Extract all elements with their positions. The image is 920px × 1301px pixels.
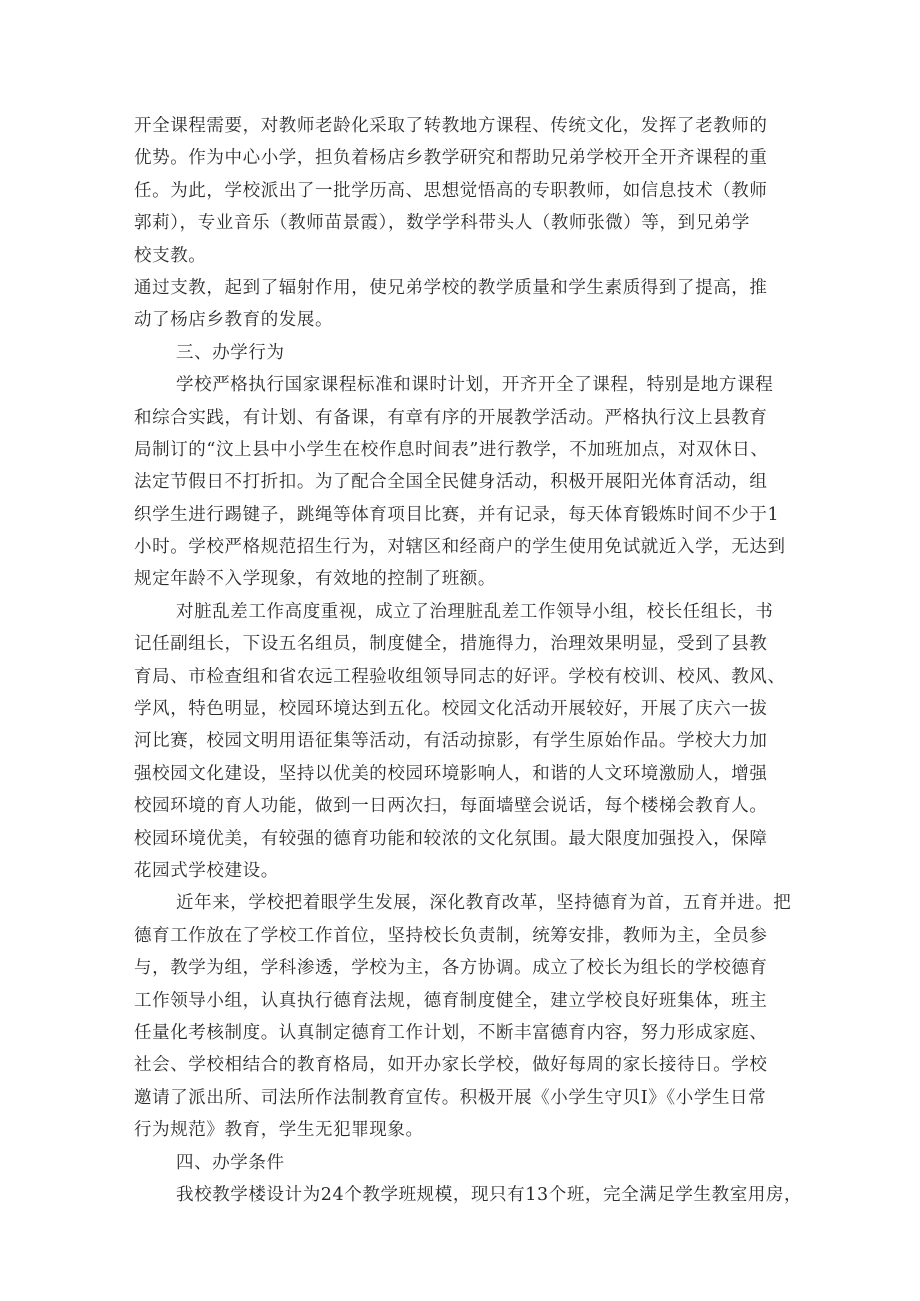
paragraph-line: 德育工作放在了学校工作首位，坚持校长负责制，统筹安排，教师为主，全员参 [134,925,768,946]
paragraph-line: 任。为此，学校派出了一批学历高、思想觉悟高的专职教师，如信息技术（教师 [134,180,768,201]
paragraph-line: 花园式学校建设。 [134,860,279,881]
paragraph-line: 小时。学校严格规范招生行为，对辖区和经商户的学生使用免试就近入学，无达到 [134,537,786,558]
paragraph-line: 和综合实践，有计划、有备课，有章有序的开展教学活动。严格执行汶上县教育 [134,407,768,428]
paragraph-line: 通过支教，起到了辐射作用，使兄弟学校的教学质量和学生素质得到了提高，推 [134,277,768,298]
paragraph-line: 记任副组长，下设五名组员，制度健全，措施得力，治理效果明显，受到了县教 [134,634,768,655]
document-body [0,110,920,1211]
paragraph-line: 规定年龄不入学现象，有效地的控制了班额。 [134,569,496,590]
paragraph-line: 社会、学校相结合的教育格局，如开办家长学校，做好每周的家长接待日。学校 [134,1055,768,1076]
paragraph-line: 校园环境优美，有较强的德育功能和较浓的文化氛围。最大限度加强投入，保障 [134,828,768,849]
paragraph-line: 育局、市检查组和省农远工程验收组领导同志的好评。学校有校训、校风、教风、 [134,666,786,687]
paragraph-line: 学风，特色明显，校园环境达到五化。校园文化活动开展较好，开展了庆六一拔 [134,699,768,720]
section-heading: 四、办学条件 [176,1152,285,1173]
paragraph-line: 动了杨店乡教育的发展。 [134,310,334,331]
paragraph-line: 优势。作为中心小学，担负着杨店乡教学研究和帮助兄弟学校开全开齐课程的重 [134,148,768,169]
section-heading: 三、办学行为 [176,342,285,363]
paragraph-line: 学校严格执行国家课程标准和课时计划，开齐开全了课程，特别是地方课程 [176,375,774,396]
paragraph-line: 河比赛，校园文明用语征集等活动，有活动掠影，有学生原始作品。学校大力加 [134,731,768,752]
paragraph-line: 局制订的“汶上县中小学生在校作息时间表”进行教学，不加班加点，对双休日、 [134,439,769,460]
paragraph-line: 郭莉），专业音乐（教师苗景霞），数学学科带头人（教师张微）等，到兄弟学 [134,213,750,234]
paragraph-line: 我校教学楼设计为24个教学班规模，现只有13个班，完全满足学生教室用房， [176,1184,803,1205]
paragraph-line: 校支教。 [134,245,207,266]
paragraph-line: 法定节假日不打折扣。为了配合全国全民健身活动，积极开展阳光体育活动，组 [134,472,768,493]
paragraph-line: 强校园文化建设，坚持以优美的校园环境影响人，和谐的人文环境激励人，增强 [134,763,768,784]
paragraph-line: 邀请了派出所、司法所作法制教育宣传。积极开展《小学生守贝I》《小学生日常 [134,1087,767,1108]
paragraph-line: 对脏乱差工作高度重视，成立了治理脏乱差工作领导小组，校长任组长，书 [176,601,774,622]
paragraph-line: 任量化考核制度。认真制定德育工作计划，不断丰富德育内容，努力形成家庭、 [134,1022,768,1043]
paragraph-line: 织学生进行踢键子，跳绳等体育项目比赛，并有记录，每天体育锻炼时间不少于1 [134,504,780,525]
paragraph-line: 与，教学为组，学科渗透，学校为主，各方协调。成立了校长为组长的学校德育 [134,958,768,979]
paragraph-line: 校园环境的育人功能，做到一日两次扫，每面墙壁会说话，每个楼梯会教育人。 [134,796,768,817]
paragraph-line: 近年来，学校把着眼学生发展，深化教育改革，坚持德育为首，五育并进。把 [176,893,792,914]
paragraph-line: 开全课程需要，对教师老龄化采取了转教地方课程、传统文化，发挥了老教师的 [134,116,768,136]
paragraph-line: 行为规范》教育，学生无犯罪现象。 [134,1120,424,1141]
paragraph-line: 工作领导小组，认真执行德育法规，德育制度健全，建立学校良好班集体，班主 [134,990,768,1011]
